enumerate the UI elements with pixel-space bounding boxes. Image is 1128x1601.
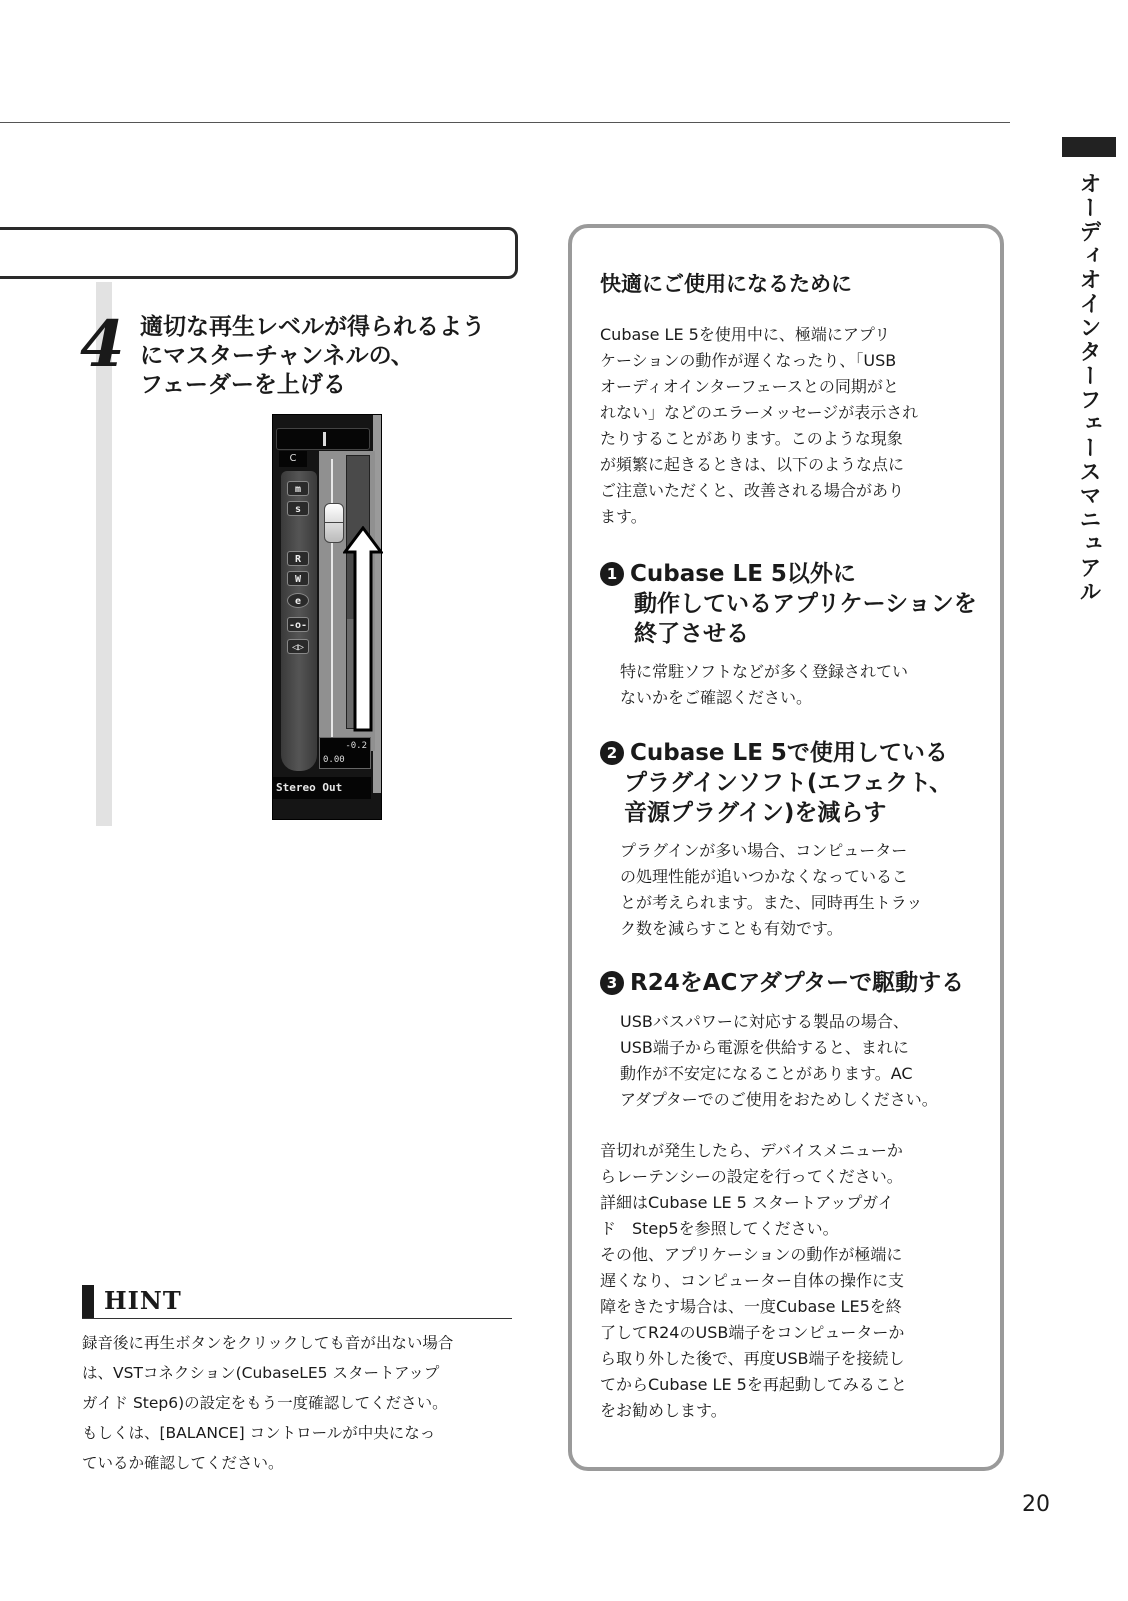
hint-line: ガイド Step6)の設定をもう一度確認してください。 (82, 1394, 448, 1412)
hint-header (82, 1285, 512, 1319)
tips-outro: 音切れが発生したら、デバイスメニューか らレーテンシーの設定を行ってください。 詳細はCubase LE 5 スタートアップガイ ド Step5を参照してください。 その他、アプリケーションの動作が極端に 遅くなり、コンピューター自体の操作に支 障をきたす場合は、一度Cubase LE5を終 了してR24のUSB端子をコンピューターか ら取り外した後で、再度USB端子を接続し てからCubase LE 5を再起動してみること をお勧めします。 (600, 1141, 907, 1420)
number-1-icon: 1 (600, 562, 624, 586)
intro-line: オーディオインターフェースとの同期がと (600, 377, 899, 396)
hint-body (82, 1328, 522, 1478)
up-arrow-icon (343, 526, 383, 732)
write-automation-button[interactable]: W (287, 571, 309, 586)
step-banner (0, 227, 518, 279)
intro-line: れない」などのエラーメッセージが表示され (600, 403, 919, 422)
step-number: 4 (80, 307, 125, 382)
intro-line: たりすることがあります。このような現象 (600, 429, 903, 448)
hint-line: ているか確認してください。 (82, 1454, 284, 1472)
volume-value: 0.00 (323, 755, 345, 765)
solo-button[interactable]: s (287, 501, 309, 516)
step-instruction (140, 313, 530, 400)
pan-display (276, 428, 370, 450)
section-3-body: USBバスパワーに対応する製品の場合、 USB端子から電源を供給すると、まれに 動作が不安定になることがあります。AC アダプターでのご使用をおためしください。 (620, 1012, 938, 1109)
intro-line: Cubase LE 5を使用中に、極端にアプリ (600, 325, 891, 344)
section-1-body: 特に常駐ソフトなどが多く登録されてい ないかをご確認ください。 (620, 662, 909, 707)
read-automation-button[interactable]: R (287, 551, 309, 566)
hint-line: 録音後に再生ボタンをクリックしても音が出ない場合 (82, 1334, 454, 1352)
channel-name: Stereo Out (273, 777, 371, 799)
mute-button[interactable]: m (287, 481, 309, 496)
top-rule (0, 122, 1010, 123)
section-2-body: プラグインが多い場合、コンピューター の処理性能が追いつかなくなっているこ とが考えられます。また、同時再生トラッ ク数を減らすことも有効です。 (620, 841, 923, 938)
intro-line: ケーションの動作が遅くなったり、「USB (600, 351, 897, 370)
tips-intro (600, 322, 918, 530)
level-readout (319, 737, 371, 769)
section-3-heading: 3 R24をACアダプターで駆動する (600, 968, 964, 998)
step-line: 適切な再生レベルが得られるよう (140, 314, 485, 340)
hint-line: もしくは、[BALANCE] コントロールが中央になっ (82, 1424, 436, 1442)
hint-title: HINT (104, 1286, 182, 1315)
sidebar-section-title: オーディオインターフェースマニュアル (1076, 172, 1101, 604)
section-tab-marker (1062, 137, 1116, 157)
stereo-pan-button[interactable]: ◁▷ (287, 639, 309, 654)
step-line: にマスターチャンネルの、 (140, 343, 414, 369)
volume-fader-knob[interactable] (324, 503, 344, 543)
edit-channel-button[interactable]: e (287, 593, 309, 608)
intro-line: ます。 (600, 507, 647, 526)
intro-line: ご注意いただくと、改善される場合があり (600, 481, 905, 500)
page-number: 20 (1022, 1492, 1050, 1517)
section-1-heading: 1 Cubase LE 5以外に 動作しているアプリケーションを 終了させる (600, 559, 977, 649)
number-3-icon: 3 (600, 971, 624, 995)
intro-line: が頻繁に起きるときは、以下のような点に (600, 455, 905, 474)
peak-value: -0.2 (345, 741, 367, 751)
monitor-button[interactable]: -o- (287, 617, 309, 632)
hint-line: は、VSTコネクション(CubaseLE5 スタートアップ (82, 1364, 440, 1382)
tips-box-title: 快適にご使用になるために (600, 272, 852, 296)
fader-rail (331, 459, 333, 741)
step-line: フェーダーを上げる (140, 372, 346, 398)
hint-marker (82, 1285, 94, 1318)
section-2-heading: 2 Cubase LE 5で使用している プラグインソフト(エフェクト、 音源プラグイン)を減らす (600, 738, 952, 828)
number-2-icon: 2 (600, 741, 624, 765)
pan-center-label: C (279, 451, 307, 467)
